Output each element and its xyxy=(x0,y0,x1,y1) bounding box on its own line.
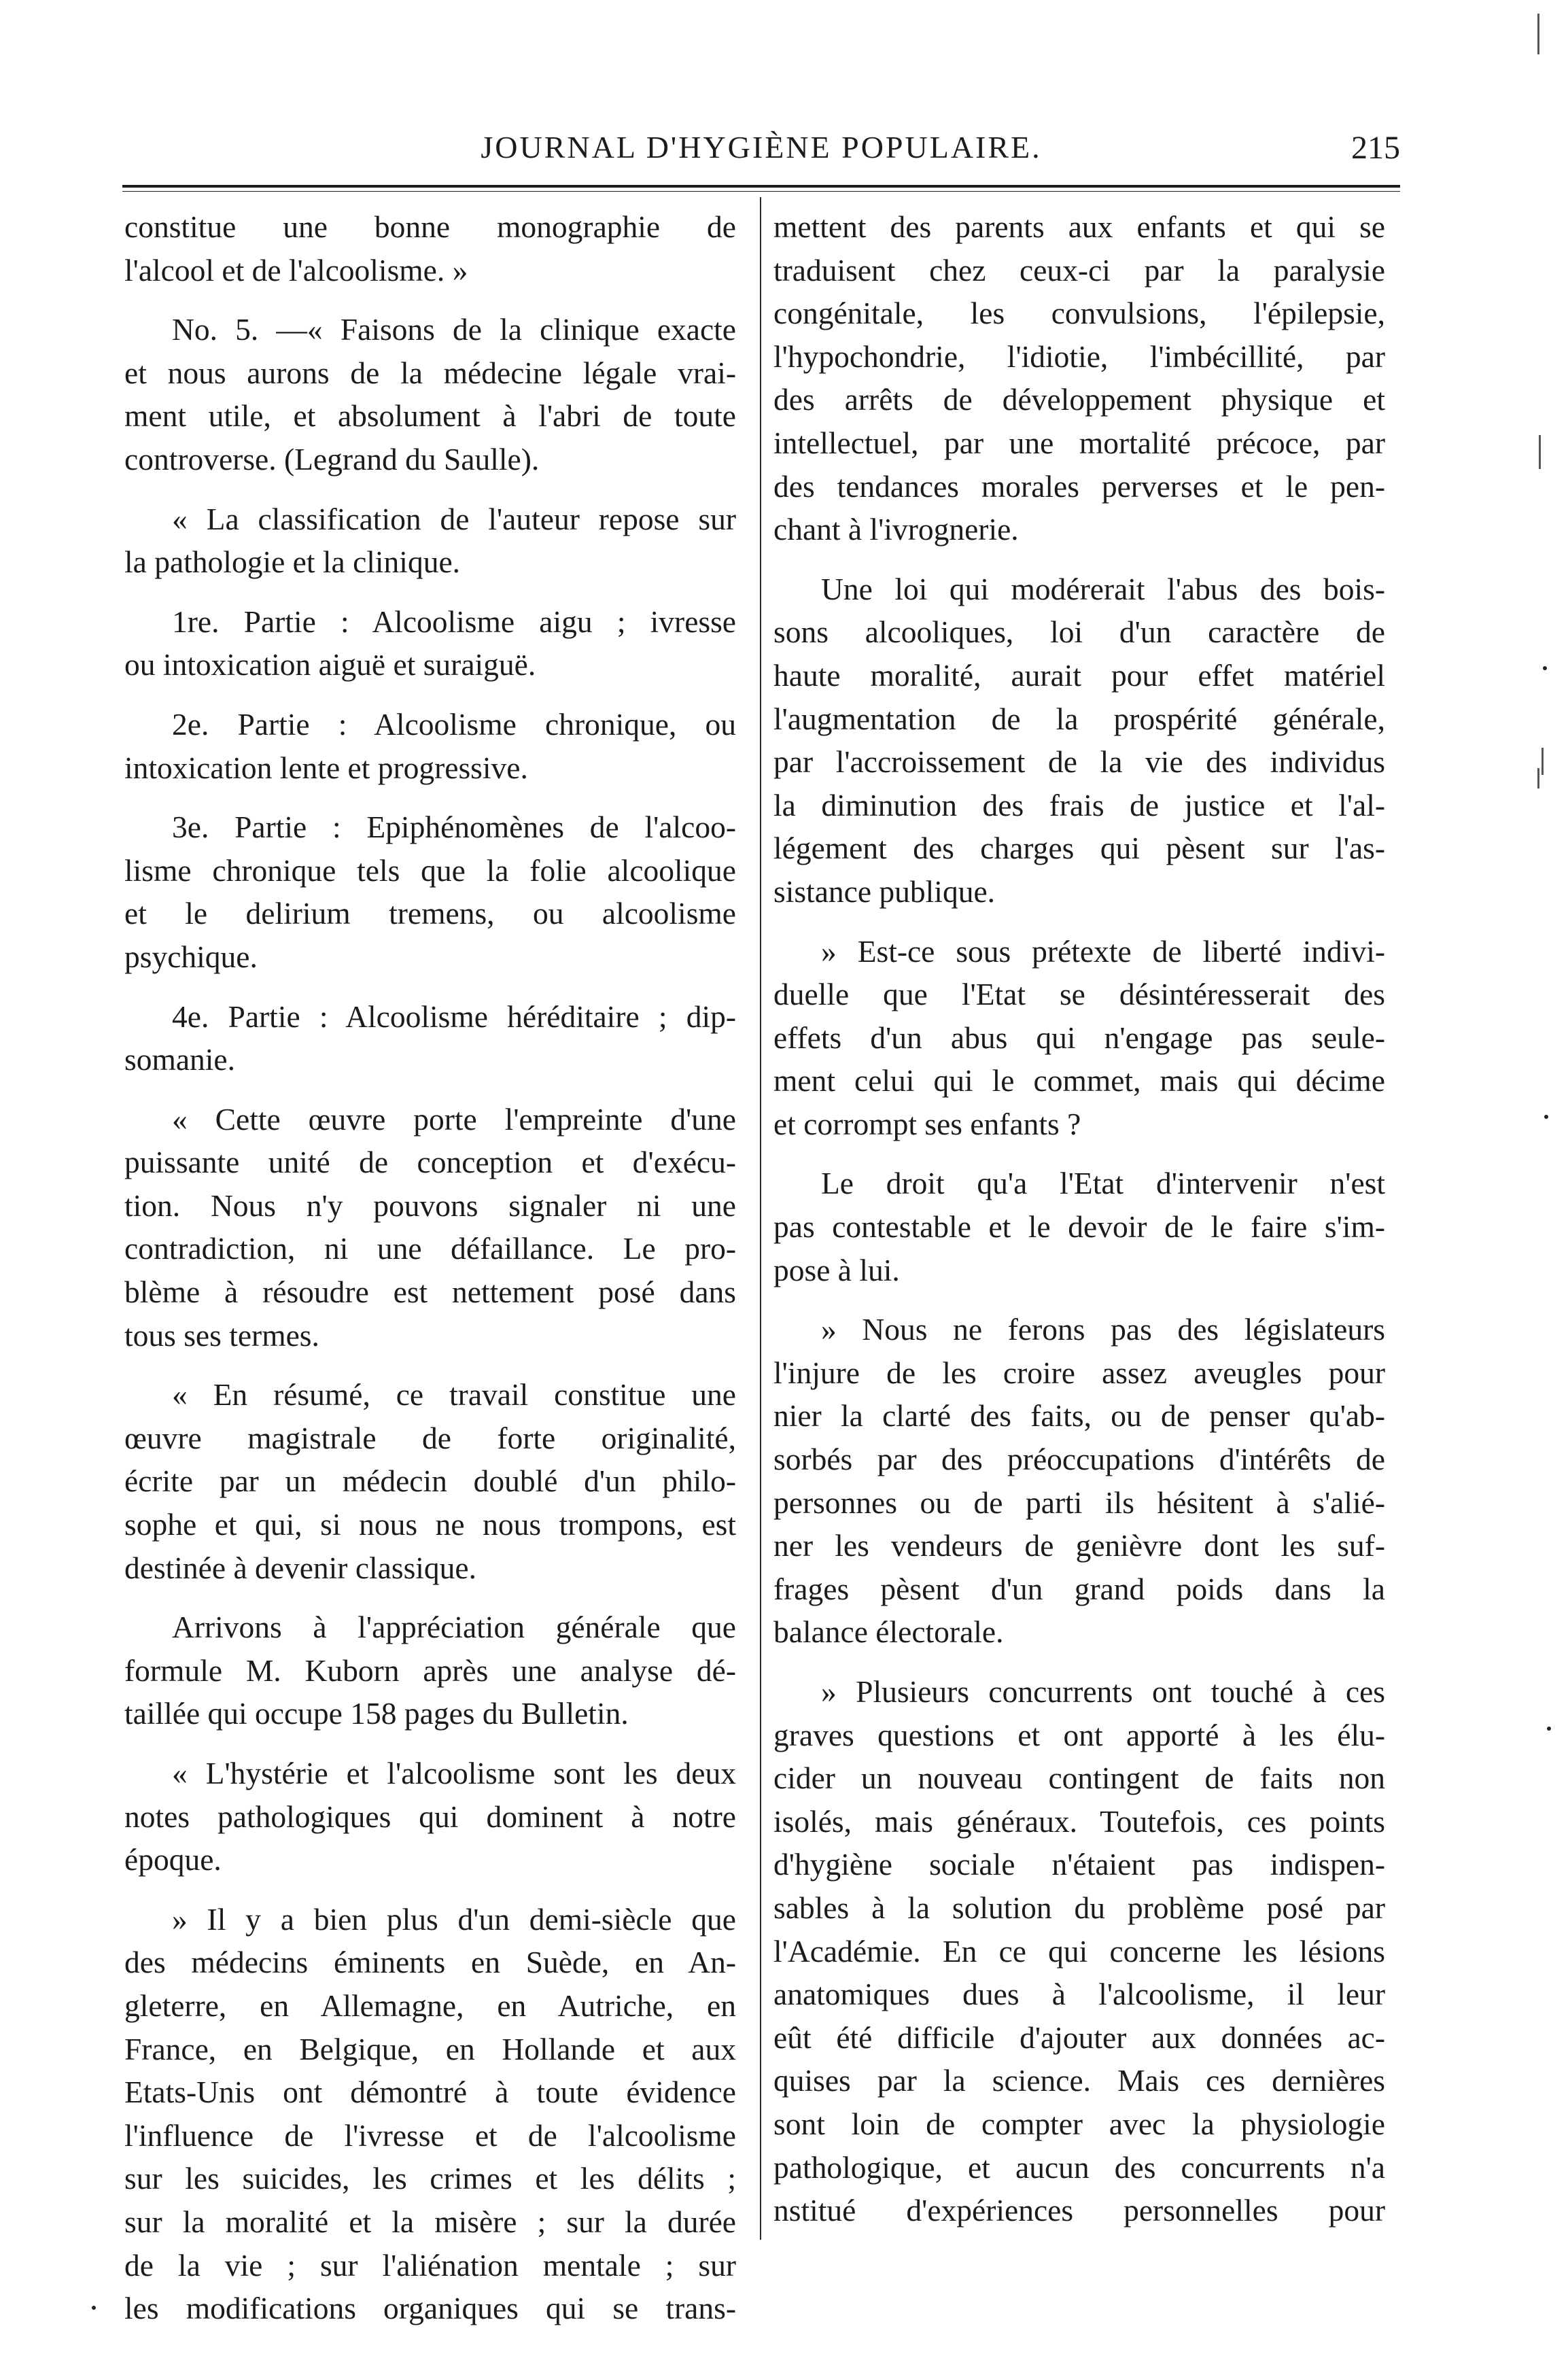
margin-dot xyxy=(92,2306,96,2310)
right-column-text-line: nstitué d'expériences personnelles pour xyxy=(773,2193,1385,2228)
right-column-text-line: graves questions et ont apporté à les élu- xyxy=(773,1717,1385,1752)
right-column-text-line: balance électorale. xyxy=(773,1614,1004,1650)
journal-title: JOURNAL D'HYGIÈNE POPULAIRE. xyxy=(481,130,1042,164)
right-column-text-line: congénitale, les convulsions, l'épilepsie, xyxy=(773,296,1385,331)
right-column-text-line: l'hypochondrie, l'idiotie, l'imbécillité, par xyxy=(773,339,1385,374)
left-column-text-line: des médecins éminents en Suède, en An- xyxy=(124,1945,736,1980)
left-column-text-line: notes pathologiques qui dominent à notre xyxy=(124,1799,736,1834)
left-column-text-line: tion. Nous n'y pouvons signaler ni une xyxy=(124,1188,736,1223)
right-column-text-line: sont loin de compter avec la physiologie xyxy=(773,2106,1385,2141)
left-column-text-line: 4e. Partie : Alcoolisme héréditaire ; dip- xyxy=(172,999,736,1034)
paragraph-gap xyxy=(124,687,736,703)
left-column-text-line: 2e. Partie : Alcoolisme chronique, ou xyxy=(172,706,736,742)
paragraph-gap xyxy=(124,789,736,805)
left-column-text-line: sur la moralité et la misère ; sur la durée xyxy=(124,2204,736,2239)
right-column-text-line: et corrompt ses enfants ? xyxy=(773,1106,1081,1141)
margin-dot xyxy=(1547,1727,1551,1731)
margin-dot xyxy=(1544,1115,1548,1119)
right-column-text-line: sorbés par des préoccupations d'intérêts de xyxy=(773,1442,1385,1477)
paragraph-gap xyxy=(124,1735,736,1752)
left-column-text-line: « La classification de l'auteur repose sur xyxy=(172,501,736,536)
paragraph-gap xyxy=(773,1292,1385,1308)
right-column-text-line: Le droit qu'a l'Etat d'intervenir n'est xyxy=(821,1166,1385,1201)
paragraph-gap xyxy=(124,1882,736,1898)
right-column-text-line: intellectuel, par une mortalité précoce, par xyxy=(773,425,1385,460)
left-column-text-line: constitue une bonne monographie de xyxy=(124,209,736,244)
right-column-text-line: personnes ou de parti ils hésitent à s'alié- xyxy=(773,1485,1385,1520)
right-column-text-line: d'hygiène sociale n'étaient pas indispen- xyxy=(773,1847,1385,1882)
paragraph-gap xyxy=(124,1081,736,1098)
left-column-text-line: les modifications organiques qui se trans- xyxy=(124,2291,736,2326)
left-column-text-line: « En résumé, ce travail constitue une xyxy=(172,1377,736,1413)
left-column-text-line: ou intoxication aiguë et suraiguë. xyxy=(124,647,536,682)
left-column-text-line: ment utile, et absolument à l'abri de toute xyxy=(124,398,736,434)
right-column-text-line: haute moralité, aurait pour effet matériel xyxy=(773,657,1385,693)
left-column-text-line: et nous aurons de la médecine légale vrai- xyxy=(124,355,736,390)
left-column-text-line: gleterre, en Allemagne, en Autriche, en xyxy=(124,1988,736,2023)
right-column-text-line: frages pèsent d'un grand poids dans la xyxy=(773,1571,1385,1606)
right-column-text-line: eût été difficile d'ajouter aux données ac- xyxy=(773,2020,1385,2055)
right-column-text-line: quises par la science. Mais ces dernières xyxy=(773,2063,1385,2098)
paragraph-gap xyxy=(124,292,736,308)
left-column-text-line: « L'hystérie et l'alcoolisme sont les deux xyxy=(172,1756,736,1790)
left-column-text-line: l'influence de l'ivresse et de l'alcoolisme xyxy=(124,2117,736,2153)
right-column-text-line: duelle que l'Etat se désintéresserait des xyxy=(773,977,1385,1012)
header-rule-thick xyxy=(122,185,1400,188)
left-column-text-line: contradiction, ni une défaillance. Le pro- xyxy=(124,1231,736,1266)
left-column-text-line: intoxication lente et progressive. xyxy=(124,750,528,785)
right-column-text-line: » Plusieurs concurrents ont touché à ces xyxy=(821,1674,1385,1709)
left-column-text-line: tous ses termes. xyxy=(124,1317,319,1353)
right-column-text-line: chant à l'ivrognerie. xyxy=(773,512,1019,547)
left-column-text-line: sophe et qui, si nous ne nous trompons, est xyxy=(124,1507,736,1542)
left-column-text-line: de la vie ; sur l'aliénation mentale ; sur xyxy=(124,2247,736,2283)
paragraph-gap xyxy=(124,584,736,600)
right-column-text-line: par l'accroissement de la vie des individus xyxy=(773,744,1385,780)
right-column-text-line: mettent des parents aux enfants et qui se xyxy=(773,209,1385,244)
paragraph-gap xyxy=(124,481,736,498)
left-column-text-line: « Cette œuvre porte l'empreinte d'une xyxy=(172,1101,736,1137)
left-column-text-line: formule M. Kuborn après une analyse dé- xyxy=(124,1652,736,1688)
left-column-text-line: France, en Belgique, en Hollande et aux xyxy=(124,2031,736,2066)
margin-dot xyxy=(1543,666,1547,670)
left-column-text-line: » Il y a bien plus d'un demi-siècle que xyxy=(172,1901,736,1937)
left-column-text-line: écrite par un médecin doublé d'un philo- xyxy=(124,1463,736,1499)
left-column-text-line: puissante unité de conception et d'exécu- xyxy=(124,1145,736,1180)
left-column-text-line: taillée qui occupe 158 pages du Bulletin. xyxy=(124,1696,629,1731)
left-column-text-line: œuvre magistrale de forte originalité, xyxy=(124,1420,736,1455)
margin-mark xyxy=(1541,748,1544,775)
right-column-text-line: sistance publique. xyxy=(773,873,996,909)
left-column-text-line: lisme chronique tels que la folie alcoolique xyxy=(124,852,736,888)
paragraph-gap xyxy=(124,1589,736,1606)
right-column-text-line: ner les vendeurs de genièvre dont les suf- xyxy=(773,1528,1385,1563)
margin-mark xyxy=(1537,768,1539,789)
right-column-text-line: » Nous ne ferons pas des législateurs xyxy=(821,1312,1385,1347)
right-column-text-line: nier la clarté des faits, ou de penser qu'ab- xyxy=(773,1398,1385,1434)
left-column xyxy=(124,205,736,2330)
right-column-text-line: l'Académie. En ce qui concerne les lésions xyxy=(773,1933,1385,1969)
right-column-text-line: cider un nouveau contingent de faits non xyxy=(773,1761,1385,1796)
page-number: 215 xyxy=(1351,130,1400,166)
left-column-text-line: No. 5. —« Faisons de la clinique exacte xyxy=(172,312,736,347)
paragraph-gap xyxy=(773,914,1385,930)
right-column-text-line: pathologique, et aucun des concurrents n'a xyxy=(773,2149,1385,2185)
running-head xyxy=(122,129,1400,177)
right-column-text-line: Une loi qui modérerait l'abus des bois- xyxy=(821,571,1385,606)
left-column-text-line: psychique. xyxy=(124,939,258,974)
paragraph-gap xyxy=(124,1357,736,1373)
right-column-text-line: isolés, mais généraux. Toutefois, ces points xyxy=(773,1803,1385,1839)
right-column-text-line: sons alcooliques, loi d'un caractère de xyxy=(773,614,1385,650)
right-column-text-line: des arrêts de développement physique et xyxy=(773,382,1385,417)
margin-mark xyxy=(1537,14,1539,54)
left-column-text-line: et le delirium tremens, ou alcoolisme xyxy=(124,896,736,931)
header-rule-thin xyxy=(122,191,1400,192)
left-column-text-line: controverse. (Legrand du Saulle). xyxy=(124,441,540,477)
right-column-text-line: traduisent chez ceux-ci par la paralysie xyxy=(773,252,1385,288)
paragraph-gap xyxy=(773,1654,1385,1670)
left-column-text-line: sur les suicides, les crimes et les délits ; xyxy=(124,2161,736,2196)
margin-mark xyxy=(1539,435,1541,469)
right-column-text-line: légement des charges qui pèsent sur l'as- xyxy=(773,831,1385,866)
right-column-text-line: des tendances morales perverses et le pen- xyxy=(773,468,1385,504)
left-column-text-line: la pathologie et la clinique. xyxy=(124,544,461,580)
paragraph-gap xyxy=(124,979,736,995)
left-column-text-line: 1re. Partie : Alcoolisme aigu ; ivresse xyxy=(172,604,736,639)
right-column-text-line: l'augmentation de la prospérité générale, xyxy=(773,701,1385,736)
paragraph-gap xyxy=(773,551,1385,568)
column-divider xyxy=(760,197,761,2240)
left-column-text-line: l'alcool et de l'alcoolisme. » xyxy=(124,252,468,288)
right-column-text-line: pose à lui. xyxy=(773,1252,900,1287)
right-column-text-line: pas contestable et le devoir de le faire s'im- xyxy=(773,1209,1385,1245)
right-column-text-line: effets d'un abus qui n'engage pas seule- xyxy=(773,1020,1385,1055)
left-column-text-line: Etats-Unis ont démontré à toute évidence xyxy=(124,2075,736,2110)
right-column-text-line: ment celui qui le commet, mais qui décime xyxy=(773,1063,1385,1098)
right-column-text-line: anatomiques dues à l'alcoolisme, il leur xyxy=(773,1977,1385,2012)
right-column xyxy=(773,205,1385,2232)
left-column-text-line: blème à résoudre est nettement posé dans xyxy=(124,1275,736,1310)
left-column-text-line: 3e. Partie : Epiphénomènes de l'alcoo- xyxy=(172,810,736,845)
left-column-text-line: somanie. xyxy=(124,1042,236,1077)
paragraph-gap xyxy=(773,1145,1385,1162)
right-column-text-line: l'injure de les croire assez aveugles pour xyxy=(773,1355,1385,1390)
right-column-text-line: » Est-ce sous prétexte de liberté indivi- xyxy=(821,933,1385,969)
left-column-text-line: destinée à devenir classique. xyxy=(124,1550,476,1585)
left-column-text-line: époque. xyxy=(124,1842,222,1877)
left-column-text-line: Arrivons à l'appréciation générale que xyxy=(172,1610,736,1645)
right-column-text-line: sables à la solution du problème posé par xyxy=(773,1890,1385,1925)
right-column-text-line: la diminution des frais de justice et l'al- xyxy=(773,787,1385,822)
